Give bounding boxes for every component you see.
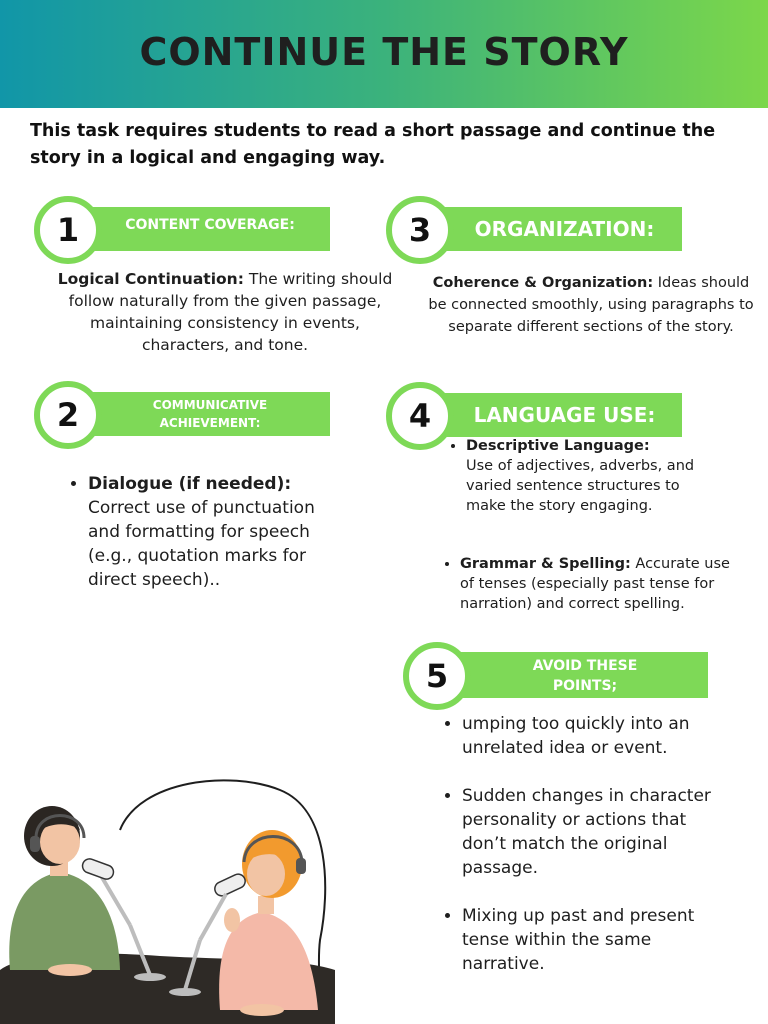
right-person-hand xyxy=(224,908,240,932)
section-5-title-line2: POINTS; xyxy=(552,678,618,694)
section-4-item-1-term: Descriptive Language: xyxy=(466,438,650,454)
list-item: • Mixing up past and present tense within the same narrative. xyxy=(462,904,734,976)
section-5-number-badge xyxy=(403,642,471,710)
section-5-title xyxy=(470,656,700,696)
section-1-number: 1 xyxy=(56,211,80,249)
right-person-face xyxy=(247,852,285,896)
section-5-body xyxy=(444,712,734,976)
section-4-item-2-term: Grammar & Spelling: xyxy=(460,556,631,572)
section-2-term: Dialogue (if needed): xyxy=(88,474,292,494)
section-3-number-badge xyxy=(386,196,454,264)
section-5-title-line1: AVOID THESE xyxy=(532,658,638,674)
section-2-title-line1: COMMUNICATIVE xyxy=(152,398,268,412)
section-3-number: 3 xyxy=(408,211,432,249)
section-5-bar xyxy=(440,652,708,698)
right-person-neck xyxy=(258,896,274,914)
section-3-term: Coherence & Organization: xyxy=(432,275,654,291)
right-mic-icon xyxy=(213,872,248,898)
section-2-title-line2: ACHIEVEMENT: xyxy=(159,416,261,430)
section-4-number: 4 xyxy=(408,397,432,435)
section-3-bar xyxy=(420,207,682,251)
left-headphone-cup xyxy=(30,836,40,852)
section-2-body xyxy=(70,472,345,592)
list-item: • umping too quickly into an unrelated idea or event. xyxy=(462,712,734,760)
left-mic-icon xyxy=(81,857,116,881)
section-1-term: Logical Continuation: xyxy=(57,270,244,288)
podcast-illustration xyxy=(0,770,350,1024)
section-4-bar xyxy=(420,393,682,437)
section-2-bar xyxy=(70,392,330,436)
left-person-body xyxy=(9,872,120,970)
section-4-item-2 xyxy=(442,554,732,614)
section-1-number-badge xyxy=(34,196,102,264)
right-mic-base xyxy=(169,988,201,996)
section-4-number-badge xyxy=(386,382,454,450)
section-1-body xyxy=(50,268,400,356)
left-mic-base xyxy=(134,973,166,981)
section-2-number: 2 xyxy=(56,396,80,434)
list-item xyxy=(466,436,718,516)
list-item xyxy=(88,472,345,592)
right-mic-arm xyxy=(200,894,226,940)
list-item: • Sudden changes in character personality or actions that don’t match the original passage. xyxy=(462,784,734,880)
section-2-text: Correct use of punctuation and formatting for speech (e.g., quotation marks for direct speech).. xyxy=(88,498,315,590)
section-4-item-1 xyxy=(448,436,718,516)
section-5-number: 5 xyxy=(425,657,449,695)
list-item xyxy=(460,554,732,614)
page-title: CONTINUE THE STORY xyxy=(139,30,629,74)
header-banner xyxy=(0,0,768,108)
section-3-body xyxy=(428,272,754,338)
section-4-item-2-text: Accurate use of tenses (especially past tense for narration) and correct spelling. xyxy=(460,556,730,612)
section-1-text: The writing should follow naturally from the given passage, maintaining consistency in events, characters, and tone. xyxy=(68,270,393,354)
section-2-title xyxy=(100,396,320,432)
left-person-hands xyxy=(48,964,92,976)
section-4-title: LANGUAGE USE: xyxy=(473,403,656,427)
section-4-item-1-text: Use of adjectives, adverbs, and varied sentence structures to make the story engaging. xyxy=(466,458,695,514)
right-person-hands xyxy=(240,1004,284,1016)
intro-text: This task requires students to read a short passage and continue the story in a logical and engaging way. xyxy=(30,121,716,168)
section-3-text: Ideas should be connected smoothly, using paragraphs to separate different sections of the story. xyxy=(428,275,754,335)
section-2-number-badge xyxy=(34,381,102,449)
section-1-title: CONTENT COVERAGE: xyxy=(125,217,295,233)
right-headphone-cup xyxy=(296,858,306,874)
section-1-bar xyxy=(70,207,330,251)
section-3-title: ORGANIZATION: xyxy=(474,217,655,241)
